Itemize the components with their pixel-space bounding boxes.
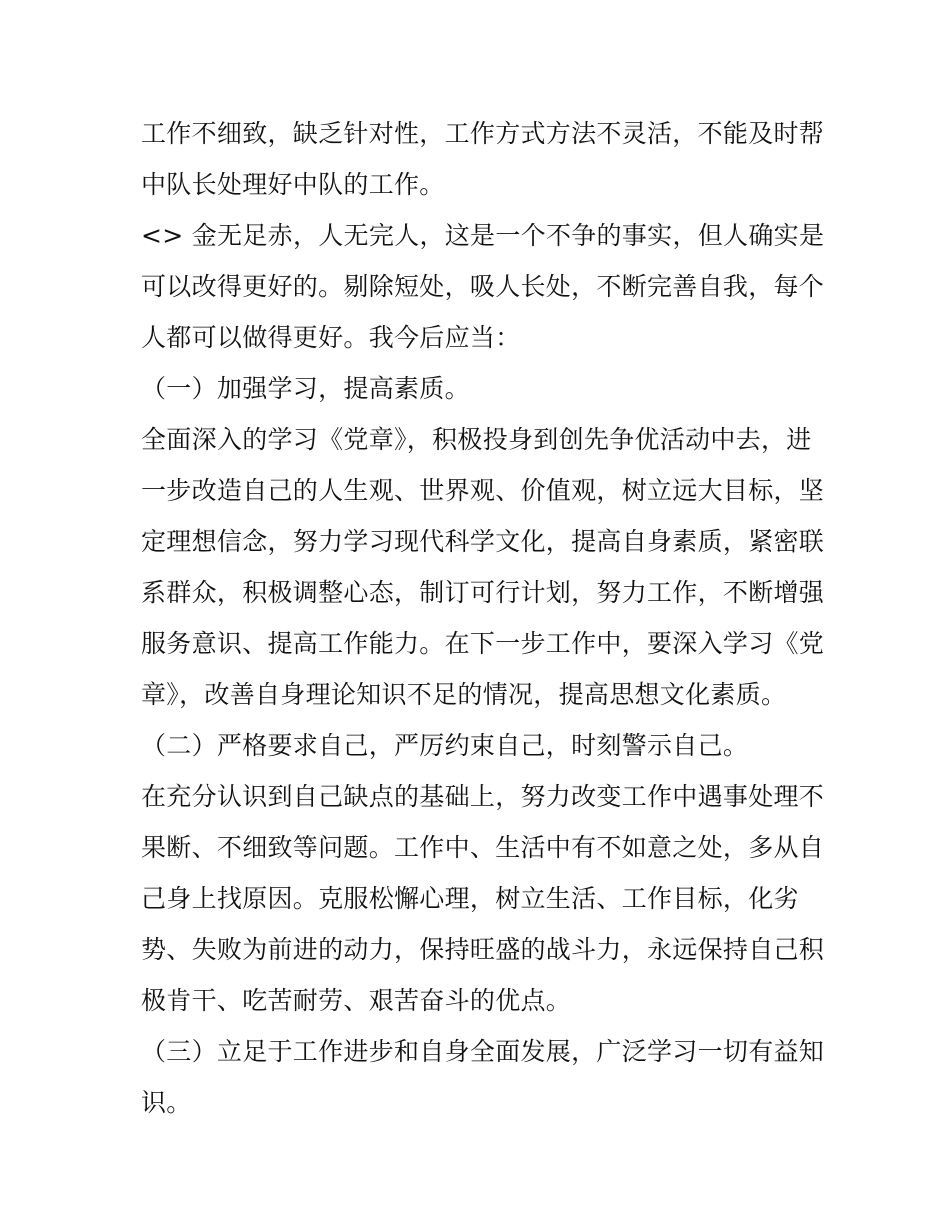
text-line: 在充分认识到自己缺点的基础上，努力改变工作中遇事处理不 bbox=[141, 782, 825, 811]
text-line: 章》，改善自身理论知识不足的情况，提高思想文化素质。 bbox=[141, 680, 787, 709]
text-line: 可以改得更好的。剔除短处，吸人长处，不断完善自我，每个 bbox=[141, 272, 825, 301]
text-line: 工作不细致，缺乏针对性，工作方式方法不灵活，不能及时帮 bbox=[141, 119, 825, 148]
text-line: 系群众，积极调整心态，制订可行计划，努力工作，不断增强 bbox=[141, 578, 825, 607]
text-line: 全面深入的学习《党章》，积极投身到创先争优活动中去，进 bbox=[141, 425, 812, 454]
section-heading-3: （三）立足于工作进步和自身全面发展，广泛学习一切有益知 bbox=[141, 1037, 825, 1066]
text-line: 己身上找原因。克服松懈心理，树立生活、工作目标，化劣 bbox=[141, 884, 799, 913]
document-body bbox=[141, 108, 825, 1128]
section-heading-1: （一）加强学习，提高素质。 bbox=[141, 374, 470, 403]
section-heading-2: （二）严格要求自己，严厉约束自己，时刻警示自己。 bbox=[141, 731, 749, 760]
text-line: 中队长处理好中队的工作。 bbox=[141, 170, 445, 199]
text-line: 势、失败为前进的动力，保持旺盛的战斗力，永远保持自己积 bbox=[141, 935, 825, 964]
text-line: 极肯干、吃苦耐劳、艰苦奋斗的优点。 bbox=[141, 986, 572, 1015]
text-line: 一步改造自己的人生观、世界观、价值观，树立远大目标，坚 bbox=[141, 476, 825, 505]
text-line: 定理想信念，努力学习现代科学文化，提高自身素质，紧密联 bbox=[141, 527, 825, 556]
text-line: 识。 bbox=[141, 1088, 192, 1117]
text-line: 果断、不细致等问题。工作中、生活中有不如意之处，多从自 bbox=[141, 833, 825, 862]
text-line: <> 金无足赤，人无完人，这是一个不争的事实，但人确实是 bbox=[141, 221, 825, 250]
text-line: 人都可以做得更好。我今后应当： bbox=[141, 323, 521, 352]
text-line: 服务意识、提高工作能力。在下一步工作中，要深入学习《党 bbox=[141, 629, 825, 658]
